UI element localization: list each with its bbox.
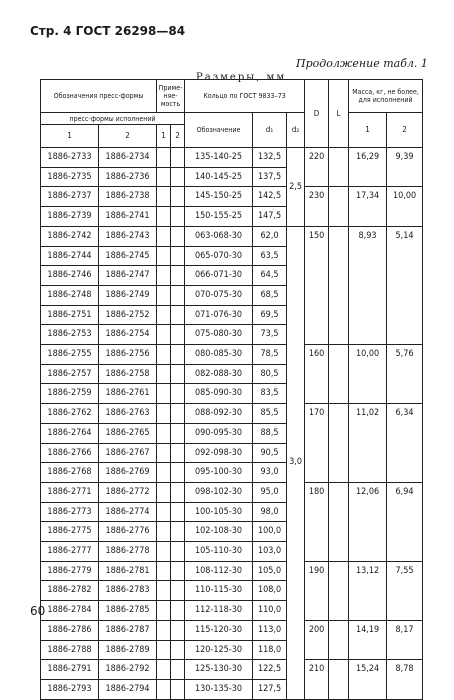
mold-exec-1-cell: 1886-2768 bbox=[41, 463, 99, 483]
mold-exec-2-cell: 1886-2765 bbox=[99, 423, 157, 443]
mass-1-cell: 11,02 bbox=[349, 404, 387, 483]
ring-designation-cell: 112-118-30 bbox=[185, 601, 253, 621]
applicability-2-cell bbox=[171, 246, 185, 266]
mold-exec-2-cell: 1886-2758 bbox=[99, 364, 157, 384]
applicability-1-cell bbox=[157, 679, 171, 699]
mold-exec-2-cell: 1886-2747 bbox=[99, 266, 157, 286]
applicability-2-cell bbox=[171, 443, 185, 463]
mass-1-cell: 10,00 bbox=[349, 345, 387, 404]
applicability-1-cell bbox=[157, 581, 171, 601]
ring-d2-cell: 2,5 bbox=[287, 148, 305, 227]
applicability-1-cell bbox=[157, 463, 171, 483]
ring-d1-cell: 137,5 bbox=[253, 167, 287, 187]
mold-exec-1-cell: 1886-2793 bbox=[41, 679, 99, 699]
ring-designation-cell: 075-080-30 bbox=[185, 325, 253, 345]
applicability-1-cell bbox=[157, 404, 171, 424]
ring-d1-cell: 69,5 bbox=[253, 305, 287, 325]
mold-exec-2-cell: 1886-2734 bbox=[99, 148, 157, 168]
ring-d1-cell: 83,5 bbox=[253, 384, 287, 404]
mold-exec-1-cell: 1886-2746 bbox=[41, 266, 99, 286]
D-cell: 170 bbox=[305, 404, 329, 483]
applicability-1-cell bbox=[157, 620, 171, 640]
applicability-1-cell bbox=[157, 542, 171, 562]
ring-designation-cell: 110-115-30 bbox=[185, 581, 253, 601]
mold-exec-1-cell: 1886-2751 bbox=[41, 305, 99, 325]
L-cell bbox=[329, 187, 349, 226]
applicability-1-cell bbox=[157, 364, 171, 384]
ring-d1-cell: 100,0 bbox=[253, 522, 287, 542]
applicability-2-cell bbox=[171, 364, 185, 384]
mass-2-cell: 5,14 bbox=[387, 226, 423, 344]
ring-d1-cell: 127,5 bbox=[253, 679, 287, 699]
mold-exec-2-cell: 1886-2785 bbox=[99, 601, 157, 621]
ring-designation-cell: 092-098-30 bbox=[185, 443, 253, 463]
ring-d1-cell: 105,0 bbox=[253, 561, 287, 581]
mold-exec-2-cell: 1886-2749 bbox=[99, 285, 157, 305]
D-cell: 180 bbox=[305, 482, 329, 561]
ring-designation-cell: 088-092-30 bbox=[185, 404, 253, 424]
applicability-1-cell bbox=[157, 167, 171, 187]
mass-header: Масса, кг, не более, для исполнений bbox=[349, 80, 423, 113]
ring-designation-cell: 066-071-30 bbox=[185, 266, 253, 286]
applicability-2-cell bbox=[171, 305, 185, 325]
mass-1-cell: 8,93 bbox=[349, 226, 387, 344]
page-header: Стр. 4 ГОСТ 26298—84 bbox=[30, 24, 186, 38]
ring-d1-cell: 73,5 bbox=[253, 325, 287, 345]
applicability-2-cell bbox=[171, 660, 185, 680]
ring-designation-cell: 063-068-30 bbox=[185, 226, 253, 246]
applicability-1-cell bbox=[157, 305, 171, 325]
mold-exec-1-cell: 1886-2762 bbox=[41, 404, 99, 424]
ring-d1-cell: 103,0 bbox=[253, 542, 287, 562]
mold-exec-2-cell: 1886-2756 bbox=[99, 345, 157, 365]
table-row bbox=[41, 187, 423, 207]
ring-designation-cell: 102-108-30 bbox=[185, 522, 253, 542]
mold-exec-2-cell: 1886-2781 bbox=[99, 561, 157, 581]
mold-exec-1-cell: 1886-2784 bbox=[41, 601, 99, 621]
ring-designation-cell: 105-110-30 bbox=[185, 542, 253, 562]
col-d1-header: d₁ bbox=[253, 113, 287, 148]
ring-designation-cell: 065-070-30 bbox=[185, 246, 253, 266]
applicability-2-cell bbox=[171, 266, 185, 286]
applicability-2-cell bbox=[171, 522, 185, 542]
applicability-1-cell bbox=[157, 601, 171, 621]
ring-d1-cell: 64,5 bbox=[253, 266, 287, 286]
ring-designation-cell: 140-145-25 bbox=[185, 167, 253, 187]
L-cell bbox=[329, 345, 349, 404]
continuation-note: Продолжение табл. 1 bbox=[296, 57, 428, 70]
applicability-2-cell bbox=[171, 167, 185, 187]
mass-2-cell: 9,39 bbox=[387, 148, 423, 187]
ring-header: Кольцо по ГОСТ 9833–73 bbox=[185, 80, 305, 113]
applicability-header: Приме-няе-мость bbox=[157, 80, 185, 113]
ring-designation-cell: 145-150-25 bbox=[185, 187, 253, 207]
mass-2-cell: 6,34 bbox=[387, 404, 423, 483]
D-cell: 200 bbox=[305, 620, 329, 659]
mold-exec-2-cell: 1886-2776 bbox=[99, 522, 157, 542]
ring-designation-cell: 080-085-30 bbox=[185, 345, 253, 365]
mold-exec-1-cell: 1886-2759 bbox=[41, 384, 99, 404]
applicability-2-cell bbox=[171, 187, 185, 207]
ring-d1-cell: 78,5 bbox=[253, 345, 287, 365]
applicability-2-cell bbox=[171, 561, 185, 581]
app-2-header: 2 bbox=[171, 125, 185, 148]
table-row bbox=[41, 660, 423, 680]
applicability-1-cell bbox=[157, 482, 171, 502]
mold-exec-1-cell: 1886-2786 bbox=[41, 620, 99, 640]
applicability-2-cell bbox=[171, 226, 185, 246]
table-row bbox=[41, 561, 423, 581]
L-cell bbox=[329, 561, 349, 620]
applicability-1-cell bbox=[157, 207, 171, 227]
ring-designation-cell: 095-100-30 bbox=[185, 463, 253, 483]
applicability-1-cell bbox=[157, 502, 171, 522]
mass-2-cell: 8,78 bbox=[387, 660, 423, 699]
col-d2-header: d₂ bbox=[287, 113, 305, 148]
col-1-header: 1 bbox=[41, 125, 99, 148]
mold-exec-2-cell: 1886-2767 bbox=[99, 443, 157, 463]
ring-designation-cell: 082-088-30 bbox=[185, 364, 253, 384]
applicability-1-cell bbox=[157, 640, 171, 660]
mass-1-cell: 13,12 bbox=[349, 561, 387, 620]
applicability-2-cell bbox=[171, 679, 185, 699]
applicability-1-cell bbox=[157, 522, 171, 542]
ring-designation-cell: 120-125-30 bbox=[185, 640, 253, 660]
mold-exec-2-cell: 1886-2783 bbox=[99, 581, 157, 601]
ring-d1-cell: 147,5 bbox=[253, 207, 287, 227]
mold-exec-1-cell: 1886-2737 bbox=[41, 187, 99, 207]
mold-exec-1-cell: 1886-2771 bbox=[41, 482, 99, 502]
mold-exec-1-cell: 1886-2744 bbox=[41, 246, 99, 266]
mold-exec-2-cell: 1886-2761 bbox=[99, 384, 157, 404]
col-D-header: D bbox=[305, 80, 329, 148]
applicability-1-cell bbox=[157, 384, 171, 404]
D-cell: 150 bbox=[305, 226, 329, 344]
mold-exec-2-cell: 1886-2772 bbox=[99, 482, 157, 502]
applicability-1-cell bbox=[157, 148, 171, 168]
mold-exec-2-cell: 1886-2754 bbox=[99, 325, 157, 345]
applicability-2-cell bbox=[171, 207, 185, 227]
ring-designation-cell: 071-076-30 bbox=[185, 305, 253, 325]
mass-2-cell: 7,55 bbox=[387, 561, 423, 620]
mold-exec-2-cell: 1886-2792 bbox=[99, 660, 157, 680]
mold-exec-1-cell: 1886-2773 bbox=[41, 502, 99, 522]
mold-exec-2-cell: 1886-2769 bbox=[99, 463, 157, 483]
table-row bbox=[41, 404, 423, 424]
mold-exec-1-cell: 1886-2791 bbox=[41, 660, 99, 680]
applicability-2-cell bbox=[171, 325, 185, 345]
table-body bbox=[41, 148, 423, 700]
mass-1-cell: 15,24 bbox=[349, 660, 387, 699]
mold-exec-1-cell: 1886-2764 bbox=[41, 423, 99, 443]
mold-exec-1-cell: 1886-2779 bbox=[41, 561, 99, 581]
ring-designation-cell: 125-130-30 bbox=[185, 660, 253, 680]
ring-d1-cell: 110,0 bbox=[253, 601, 287, 621]
mold-exec-1-cell: 1886-2766 bbox=[41, 443, 99, 463]
ring-designation-cell: 090-095-30 bbox=[185, 423, 253, 443]
mass-exec-2-header: 2 bbox=[387, 113, 423, 148]
mold-exec-1-cell: 1886-2777 bbox=[41, 542, 99, 562]
ring-d1-cell: 118,0 bbox=[253, 640, 287, 660]
mold-exec-2-cell: 1886-2738 bbox=[99, 187, 157, 207]
mass-1-cell: 14,19 bbox=[349, 620, 387, 659]
mass-exec-1-header: 1 bbox=[349, 113, 387, 148]
L-cell bbox=[329, 404, 349, 483]
applicability-2-cell bbox=[171, 384, 185, 404]
mold-exec-1-cell: 1886-2748 bbox=[41, 285, 99, 305]
applicability-1-cell bbox=[157, 246, 171, 266]
applicability-1-cell bbox=[157, 345, 171, 365]
applicability-2-cell bbox=[171, 345, 185, 365]
ring-d1-cell: 63,5 bbox=[253, 246, 287, 266]
mold-exec-1-cell: 1886-2782 bbox=[41, 581, 99, 601]
applicability-2-cell bbox=[171, 404, 185, 424]
ring-designation-cell: 070-075-30 bbox=[185, 285, 253, 305]
applicability-2-cell bbox=[171, 463, 185, 483]
ring-designation-cell: 130-135-30 bbox=[185, 679, 253, 699]
table-row bbox=[41, 226, 423, 246]
D-cell: 210 bbox=[305, 660, 329, 699]
designation-header: Обозначения пресс-формы bbox=[41, 80, 157, 113]
applicability-1-cell bbox=[157, 285, 171, 305]
mold-exec-1-cell: 1886-2755 bbox=[41, 345, 99, 365]
applicability-1-cell bbox=[157, 325, 171, 345]
ring-d2-cell: 3,0 bbox=[287, 226, 305, 699]
applicability-2-cell bbox=[171, 620, 185, 640]
applicability-2-cell bbox=[171, 285, 185, 305]
table-row bbox=[41, 482, 423, 502]
ring-designation-header: Обозначение bbox=[185, 113, 253, 148]
applicability-2-cell bbox=[171, 542, 185, 562]
D-cell: 220 bbox=[305, 148, 329, 187]
ring-d1-cell: 93,0 bbox=[253, 463, 287, 483]
applicability-1-cell bbox=[157, 266, 171, 286]
table-row bbox=[41, 620, 423, 640]
D-cell: 230 bbox=[305, 187, 329, 226]
ring-designation-cell: 100-105-30 bbox=[185, 502, 253, 522]
ring-d1-cell: 90,5 bbox=[253, 443, 287, 463]
mold-exec-1-cell: 1886-2775 bbox=[41, 522, 99, 542]
mold-exec-2-cell: 1886-2778 bbox=[99, 542, 157, 562]
mold-exec-2-cell: 1886-2774 bbox=[99, 502, 157, 522]
ring-designation-cell: 085-090-30 bbox=[185, 384, 253, 404]
mold-exec-1-cell: 1886-2742 bbox=[41, 226, 99, 246]
app-1-header: 1 bbox=[157, 125, 171, 148]
ring-designation-cell: 135-140-25 bbox=[185, 148, 253, 168]
D-cell: 160 bbox=[305, 345, 329, 404]
ring-designation-cell: 115-120-30 bbox=[185, 620, 253, 640]
ring-d1-cell: 95,0 bbox=[253, 482, 287, 502]
applicability-2-cell bbox=[171, 148, 185, 168]
applicability-1-cell bbox=[157, 660, 171, 680]
ring-d1-cell: 80,5 bbox=[253, 364, 287, 384]
applicability-2-cell bbox=[171, 640, 185, 660]
mold-exec-1-cell: 1886-2735 bbox=[41, 167, 99, 187]
mass-1-cell: 12,06 bbox=[349, 482, 387, 561]
mold-exec-2-cell: 1886-2741 bbox=[99, 207, 157, 227]
ring-d1-cell: 68,5 bbox=[253, 285, 287, 305]
D-cell: 190 bbox=[305, 561, 329, 620]
ring-d1-cell: 62,0 bbox=[253, 226, 287, 246]
ring-d1-cell: 85,5 bbox=[253, 404, 287, 424]
col-L-header: L bbox=[329, 80, 349, 148]
sizes-table bbox=[40, 79, 423, 700]
mold-exec-2-cell: 1886-2794 bbox=[99, 679, 157, 699]
mold-header: пресс-формы исполнений bbox=[41, 113, 185, 125]
L-cell bbox=[329, 482, 349, 561]
ring-d1-cell: 88,5 bbox=[253, 423, 287, 443]
ring-d1-cell: 132,5 bbox=[253, 148, 287, 168]
applicability-1-cell bbox=[157, 226, 171, 246]
mass-2-cell: 10,00 bbox=[387, 187, 423, 226]
mold-exec-2-cell: 1886-2787 bbox=[99, 620, 157, 640]
applicability-2-cell bbox=[171, 423, 185, 443]
ring-d1-cell: 142,5 bbox=[253, 187, 287, 207]
L-cell bbox=[329, 660, 349, 699]
page-number: 60 bbox=[30, 604, 46, 618]
L-cell bbox=[329, 620, 349, 659]
applicability-1-cell bbox=[157, 443, 171, 463]
mass-1-cell: 16,29 bbox=[349, 148, 387, 187]
mold-exec-2-cell: 1886-2743 bbox=[99, 226, 157, 246]
ring-d1-cell: 122,5 bbox=[253, 660, 287, 680]
ring-designation-cell: 098-102-30 bbox=[185, 482, 253, 502]
ring-designation-cell: 108-112-30 bbox=[185, 561, 253, 581]
mass-2-cell: 8,17 bbox=[387, 620, 423, 659]
mold-exec-1-cell: 1886-2757 bbox=[41, 364, 99, 384]
applicability-1-cell bbox=[157, 423, 171, 443]
mold-exec-1-cell: 1886-2788 bbox=[41, 640, 99, 660]
applicability-1-cell bbox=[157, 187, 171, 207]
table-row bbox=[41, 148, 423, 168]
mold-exec-1-cell: 1886-2739 bbox=[41, 207, 99, 227]
L-cell bbox=[329, 226, 349, 344]
mold-exec-2-cell: 1886-2752 bbox=[99, 305, 157, 325]
applicability-2-cell bbox=[171, 601, 185, 621]
mold-exec-1-cell: 1886-2733 bbox=[41, 148, 99, 168]
mold-exec-2-cell: 1886-2736 bbox=[99, 167, 157, 187]
table-row bbox=[41, 345, 423, 365]
applicability-2-cell bbox=[171, 502, 185, 522]
col-2-header: 2 bbox=[99, 125, 157, 148]
applicability-1-cell bbox=[157, 561, 171, 581]
ring-d1-cell: 108,0 bbox=[253, 581, 287, 601]
ring-designation-cell: 150-155-25 bbox=[185, 207, 253, 227]
mold-exec-2-cell: 1886-2745 bbox=[99, 246, 157, 266]
mold-exec-2-cell: 1886-2789 bbox=[99, 640, 157, 660]
mass-2-cell: 6,94 bbox=[387, 482, 423, 561]
dimensions-label: Размеры, мм bbox=[196, 72, 287, 83]
mass-1-cell: 17,34 bbox=[349, 187, 387, 226]
ring-d1-cell: 98,0 bbox=[253, 502, 287, 522]
ring-d1-cell: 113,0 bbox=[253, 620, 287, 640]
mass-2-cell: 5,76 bbox=[387, 345, 423, 404]
mold-exec-2-cell: 1886-2763 bbox=[99, 404, 157, 424]
mold-exec-1-cell: 1886-2753 bbox=[41, 325, 99, 345]
applicability-2-cell bbox=[171, 482, 185, 502]
L-cell bbox=[329, 148, 349, 187]
applicability-2-cell bbox=[171, 581, 185, 601]
